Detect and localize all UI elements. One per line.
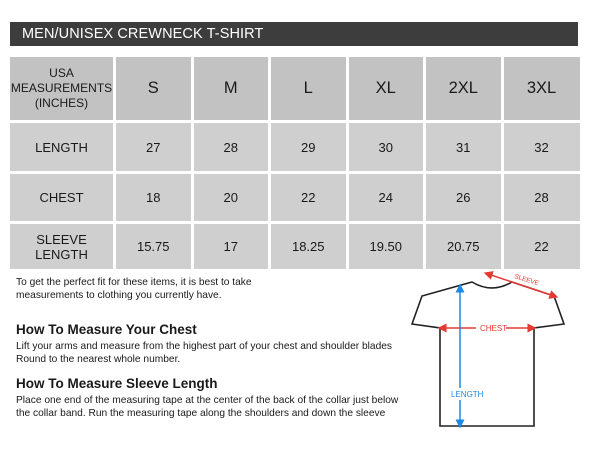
- table-cell: 15.75: [116, 224, 191, 269]
- table-cell: 22: [271, 174, 346, 221]
- table-cell: 17: [194, 224, 269, 269]
- corner-line: USA: [49, 66, 74, 80]
- sleeve-heading: How To Measure Sleeve Length: [16, 376, 218, 391]
- size-header-l: L: [271, 57, 346, 120]
- row-label-length: [10, 123, 113, 171]
- table-cell: 31: [426, 123, 501, 171]
- row-label-line: LENGTH: [35, 246, 88, 262]
- table-cell: 27: [116, 123, 191, 171]
- table-cell: 18.25: [271, 224, 346, 269]
- table-cell: 28: [504, 174, 580, 221]
- chest-line: Lift your arms and measure from the highest part of your chest and shoulder blades: [16, 341, 393, 352]
- intro-text: [16, 276, 316, 302]
- table-cell: 30: [349, 123, 424, 171]
- table-cell: 26: [426, 174, 501, 221]
- tshirt-diagram: [404, 266, 584, 434]
- table-cell: 20: [194, 174, 269, 221]
- table-cell: 20.75: [426, 224, 501, 269]
- table-cell: 32: [504, 123, 580, 171]
- chest-label: CHEST: [480, 324, 508, 333]
- tshirt-outline: [412, 282, 564, 426]
- corner-line: MEASUREMENTS: [10, 81, 113, 95]
- table-cell: 29: [271, 123, 346, 171]
- intro-line: measurements to clothing you currently have.: [16, 290, 222, 301]
- table-row: [10, 123, 580, 171]
- table-cell: 19.50: [349, 224, 424, 269]
- size-header-s: S: [116, 57, 191, 120]
- sleeve-instructions: [16, 394, 406, 420]
- row-label-line: SLEEVE: [36, 231, 87, 247]
- sleeve-line: the collar band. Run the measuring tape along the shoulders and down the sleeve: [16, 408, 386, 419]
- table-cell: 22: [504, 224, 580, 269]
- corner-line: (INCHES): [34, 96, 89, 110]
- row-label-chest: [10, 174, 113, 221]
- length-label: LENGTH: [451, 390, 484, 399]
- chest-heading: How To Measure Your Chest: [16, 322, 197, 337]
- table-cell: 18: [116, 174, 191, 221]
- table-row: [10, 224, 580, 269]
- chest-instructions: [16, 340, 406, 366]
- intro-line: To get the perfect fit for these items, it is best to take: [16, 277, 252, 288]
- row-label-line: LENGTH: [35, 139, 88, 155]
- size-chart-table: [10, 57, 580, 272]
- row-label-line: CHEST: [39, 190, 84, 205]
- sleeve-line: Place one end of the measuring tape at the center of the back of the collar just below: [16, 395, 399, 406]
- size-header-3xl: 3XL: [504, 57, 580, 120]
- corner-cell: [10, 57, 113, 120]
- size-header-m: M: [194, 57, 269, 120]
- row-label-sleeve-length: [10, 224, 113, 269]
- tshirt-collar: [476, 284, 508, 288]
- table-cell: 28: [194, 123, 269, 171]
- table-cell: 24: [349, 174, 424, 221]
- chest-line: Round to the nearest whole number.: [16, 354, 181, 365]
- sleeve-label: SLEEVE: [513, 273, 540, 288]
- table-header-row: [10, 57, 580, 120]
- page-title: MEN/UNISEX CREWNECK T-SHIRT: [22, 26, 264, 42]
- tshirt-diagram-svg: [404, 266, 584, 434]
- size-header-2xl: 2XL: [426, 57, 501, 120]
- title-bar: [10, 22, 578, 46]
- size-header-xl: XL: [349, 57, 424, 120]
- table-row: [10, 174, 580, 221]
